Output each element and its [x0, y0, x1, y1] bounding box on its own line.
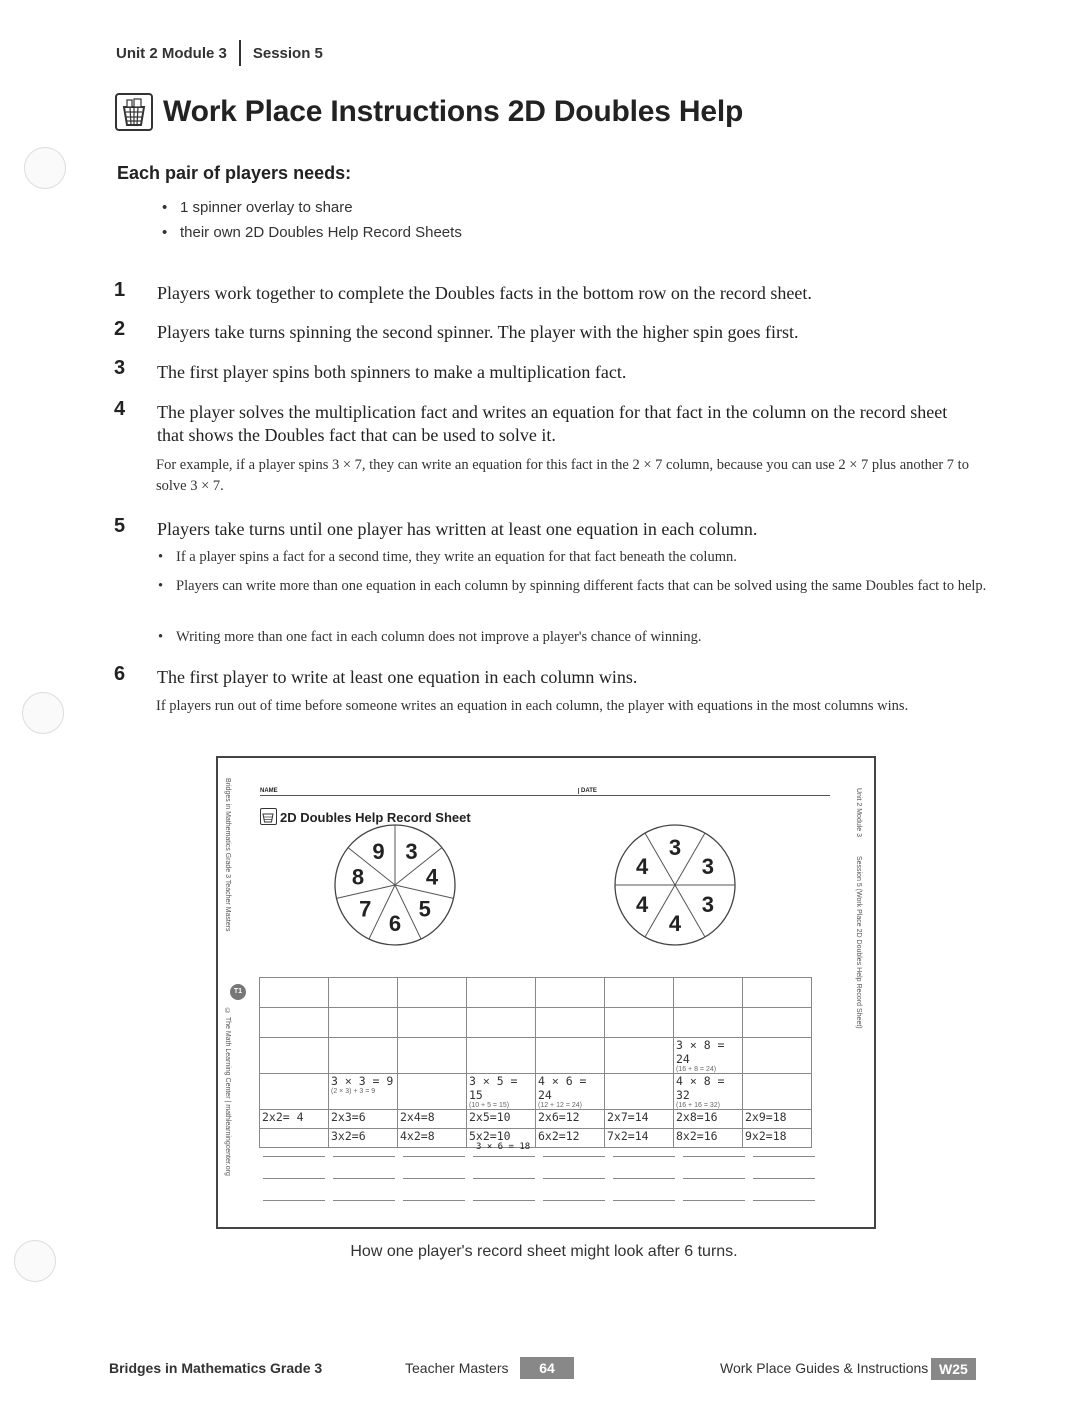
spinner-number: 3: [701, 892, 715, 917]
spinner-number: 9: [372, 838, 385, 864]
grid-row: [260, 978, 812, 1008]
step-note: For example, if a player spins 3 × 7, they can write an equation for this fact in the 2 × 7 column, because you can use 2 × 7 plus another 7 to solve 3 × 7.: [156, 457, 969, 494]
spinner-number: 6: [388, 911, 402, 936]
answer-line: [613, 1156, 675, 1157]
grid-cell: [536, 1008, 605, 1038]
step-number: 6: [114, 663, 126, 685]
spinner-number: 8: [351, 864, 365, 890]
grid-cell: [329, 1038, 398, 1074]
session-label: Session 5: [252, 44, 323, 62]
spinner-number: 7: [359, 896, 372, 922]
cell-equation: 2x8=16: [676, 1110, 718, 1124]
grid-cell: [605, 1129, 674, 1148]
grid-cell: [674, 1074, 743, 1110]
work-place-basket-icon: [115, 93, 153, 131]
grid-cell: [398, 1038, 467, 1074]
cell-equation: 3 × 8 = 24: [676, 1038, 725, 1066]
step-text: The first player spins both spinners to make a multiplication fact.: [157, 362, 627, 382]
grid-cell: [467, 1110, 536, 1129]
name-line: [260, 795, 830, 796]
grid-cell: [674, 1038, 743, 1074]
grid-cell: [398, 978, 467, 1008]
grid-row: [260, 1038, 812, 1074]
cell-equation: 4 × 8 = 32: [676, 1074, 725, 1102]
grid-cell: [467, 1008, 536, 1038]
grid-cell: [329, 1110, 398, 1129]
step-number: 4: [114, 398, 126, 420]
answer-line: [263, 1200, 325, 1201]
grid-cell: [674, 1129, 743, 1148]
grid-cell: [605, 978, 674, 1008]
answer-line: [683, 1178, 745, 1179]
grid-cell: [674, 978, 743, 1008]
sheet-badge: T1: [230, 984, 246, 1000]
step-number: 5: [114, 515, 126, 537]
cell-note: (2 × 3) + 3 = 9: [331, 1088, 376, 1095]
answer-line: [473, 1178, 535, 1179]
answer-line: [683, 1156, 745, 1157]
spinner-number: 4: [668, 911, 682, 936]
cell-equation: 2x2= 4: [262, 1110, 304, 1124]
grid-cell: [398, 1074, 467, 1110]
spinner-number: 4: [425, 864, 439, 890]
grid-cell: [536, 1129, 605, 1148]
step-bullet: • If a player spins a fact for a second time, they write an equation for that fact beneath the column.: [176, 547, 991, 568]
grid-cell: [467, 1038, 536, 1074]
grid-cell: [329, 978, 398, 1008]
grid-cell: [398, 1008, 467, 1038]
footer-center: Teacher Masters: [405, 1360, 509, 1376]
name-label: NAME: [260, 788, 278, 794]
footer-section: Work Place Guides & Instructions: [720, 1360, 929, 1376]
step-bullet: • Writing more than one fact in each column does not improve a player's chance of winning.: [176, 627, 991, 648]
grid-cell: [467, 1074, 536, 1110]
spinner-one: [332, 822, 458, 948]
cell-equation: 6x2=12: [538, 1129, 580, 1143]
cell-note: (16 + 8 = 24): [676, 1066, 717, 1073]
cell-equation: 4 × 6 = 24: [538, 1074, 587, 1102]
answer-line: [333, 1178, 395, 1179]
footer-code: W25: [931, 1358, 976, 1380]
answer-line: [403, 1156, 465, 1157]
grid-cell: [260, 1074, 329, 1110]
answer-line: [403, 1200, 465, 1201]
answer-line: [683, 1200, 745, 1201]
record-grid: [259, 977, 812, 1148]
needs-item: • their own 2D Doubles Help Record Sheets: [180, 224, 462, 241]
sheet-title: 2D Doubles Help Record Sheet: [280, 810, 471, 825]
answer-line: [543, 1156, 605, 1157]
grid-cell: [536, 978, 605, 1008]
cell-equation: 5x2=10: [469, 1129, 511, 1143]
grid-cell: [329, 1074, 398, 1110]
footer-page-number: 64: [520, 1357, 574, 1379]
unit-module-label: Unit 2 Module 3: [116, 44, 227, 62]
step-text: Players work together to complete the Doubles facts in the bottom row on the record sheet.: [157, 283, 812, 303]
needs-item: • 1 spinner overlay to share: [180, 199, 353, 216]
page-title: Work Place Instructions 2D Doubles Help: [163, 95, 744, 128]
header-divider: [239, 40, 241, 66]
grid-cell: [260, 978, 329, 1008]
grid-row: [260, 1110, 812, 1129]
answer-line: [613, 1200, 675, 1201]
title-block: [115, 93, 743, 131]
spinner-number: 3: [405, 838, 418, 864]
figure-caption: How one player's record sheet might look after 6 turns.: [350, 1243, 738, 1260]
answer-line: [263, 1156, 325, 1157]
grid-cell: [605, 1110, 674, 1129]
cell-equation: 8x2=16: [676, 1129, 718, 1143]
grid-row: [260, 1074, 812, 1110]
grid-cell: [536, 1110, 605, 1129]
cell-equation: 9x2=18: [745, 1129, 787, 1143]
date-label: DATE: [578, 788, 597, 794]
answer-line: [543, 1178, 605, 1179]
cell-equation: 7x2=14: [607, 1129, 649, 1143]
sheet-side-text-right: Unit 2 Module 3: [855, 788, 862, 838]
sheet-side-text-left-2: © The Math Learning Center | mathlearningcenter.org: [224, 1008, 231, 1176]
grid-cell: [260, 1110, 329, 1129]
grid-cell: [260, 1008, 329, 1038]
answer-line: [543, 1200, 605, 1201]
grid-cell: [329, 1008, 398, 1038]
sheet-side-text-left: Bridges in Mathematics Grade 3 Teacher Masters: [224, 778, 231, 932]
step-text: The first player to write at least one equation in each column wins.: [157, 667, 638, 687]
grid-cell: [605, 1038, 674, 1074]
grid-cell: [743, 1038, 812, 1074]
cell-note: (10 + 5 = 15): [469, 1102, 510, 1109]
grid-cell: [398, 1129, 467, 1148]
answer-line: [473, 1156, 535, 1157]
answer-line: [403, 1178, 465, 1179]
answer-line: [753, 1200, 815, 1201]
grid-row: [260, 1008, 812, 1038]
cell-equation: 4x2=8: [400, 1129, 435, 1143]
grid-cell: [674, 1110, 743, 1129]
answer-line: [613, 1178, 675, 1179]
record-sheet-figure: [216, 756, 876, 1229]
grid-cell: [260, 1038, 329, 1074]
step-bullet: • Players can write more than one equation in each column by spinning different facts that can be solved using the same Doubles fact to help.: [176, 576, 991, 597]
step-text: Players take turns spinning the second spinner. The player with the higher spin goes first.: [157, 322, 799, 342]
cell-equation: 3x2=6: [331, 1129, 366, 1143]
answer-line: [473, 1200, 535, 1201]
spinner-number: 3: [668, 835, 682, 860]
cell-note: (12 + 12 = 24): [538, 1102, 582, 1109]
grid-cell: [536, 1074, 605, 1110]
cell-equation: 2x4=8: [400, 1110, 435, 1124]
grid-cell: [467, 978, 536, 1008]
spinner-number: 3: [701, 854, 715, 879]
cell-note: (16 + 16 = 32): [676, 1102, 720, 1109]
sheet-side-text-right-2: Session 5 (Work Place 2D Doubles Help Record Sheet): [855, 856, 862, 1029]
cell-equation: 2x3=6: [331, 1110, 366, 1124]
cell-equation: 2x6=12: [538, 1110, 580, 1124]
spinner-number: 4: [635, 892, 649, 917]
cell-equation: 3 × 3 = 9: [331, 1074, 394, 1088]
answer-line: [263, 1178, 325, 1179]
step-note: If players run out of time before someone writes an equation in each column, the player with equations in the most columns wins.: [156, 698, 909, 714]
needs-heading: Each pair of players needs:: [117, 163, 352, 183]
grid-cell: [743, 1008, 812, 1038]
grid-cell: [260, 1129, 329, 1148]
spinner-two: [612, 822, 738, 948]
answer-line: [333, 1156, 395, 1157]
binder-hole-top: [24, 147, 66, 189]
footer-book-title: Bridges in Mathematics Grade 3: [109, 1360, 323, 1376]
answer-line: [333, 1200, 395, 1201]
cell-equation: 2x9=18: [745, 1110, 787, 1124]
grid-cell: [605, 1008, 674, 1038]
grid-cell: [605, 1074, 674, 1110]
grid-cell: [398, 1110, 467, 1129]
page-header: [116, 40, 323, 66]
below-line-equation: 3 × 6 = 18: [476, 1142, 531, 1152]
cell-equation: 2x7=14: [607, 1110, 649, 1124]
sheet-basket-icon: [260, 808, 277, 825]
grid-row: [260, 1129, 812, 1148]
cell-equation: 3 × 5 = 15: [469, 1074, 518, 1102]
grid-cell: [329, 1129, 398, 1148]
spinner-number: 4: [635, 854, 649, 879]
grid-cell: [536, 1038, 605, 1074]
step-number: 1: [114, 279, 126, 301]
grid-cell: [743, 1110, 812, 1129]
spinner-number: 5: [418, 896, 431, 922]
grid-cell: [743, 978, 812, 1008]
grid-cell: [743, 1074, 812, 1110]
step-text: The player solves the multiplication fact and writes an equation for that fact in the column on the record sheet that shows the Doubles fact that can be used to solve it.: [157, 402, 948, 445]
step-text: Players take turns until one player has written at least one equation in each column.: [157, 519, 758, 539]
answer-line: [753, 1156, 815, 1157]
cell-equation: 2x5=10: [469, 1110, 511, 1124]
step-number: 2: [114, 318, 126, 340]
answer-line: [753, 1178, 815, 1179]
step-number: 3: [114, 357, 126, 379]
grid-cell: [743, 1129, 812, 1148]
grid-cell: [674, 1008, 743, 1038]
binder-hole-middle: [22, 692, 64, 734]
